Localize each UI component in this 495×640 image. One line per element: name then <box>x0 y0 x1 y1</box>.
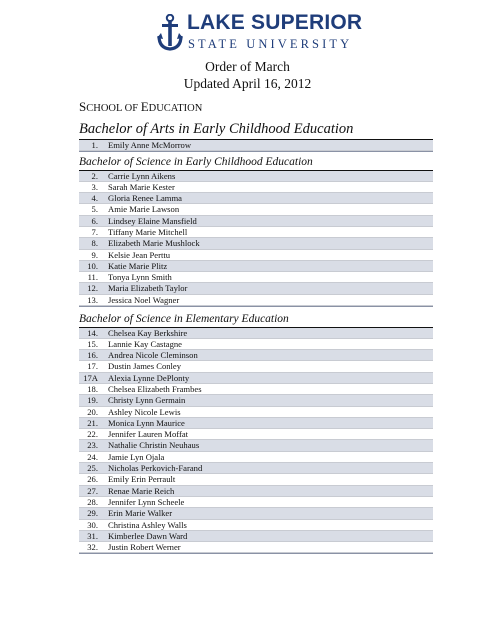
student-name: Chelsea Elizabeth Frambes <box>108 383 202 394</box>
order-number: 28. <box>87 496 98 507</box>
table-row <box>79 171 433 182</box>
student-name: Emily Anne McMorrow <box>108 139 192 150</box>
student-name: Lindsey Elaine Mansfield <box>108 215 197 226</box>
order-number: 31. <box>87 530 98 541</box>
student-name: Monica Lynn Maurice <box>108 417 185 428</box>
order-number: 19. <box>87 395 98 406</box>
table-row <box>79 193 433 204</box>
table-row <box>79 407 433 418</box>
student-name: Nathalie Christin Neuhaus <box>108 440 200 451</box>
table-row <box>79 227 433 238</box>
order-number: 13. <box>87 294 98 305</box>
logo-line2: STATE UNIVERSITY <box>188 37 353 51</box>
university-logo <box>157 11 363 54</box>
student-name: Nicholas Perkovich-Farand <box>108 463 203 474</box>
student-name: Andrea Nicole Cleminson <box>108 350 198 361</box>
program-title-bs-elementary: Bachelor of Science in Elementary Education <box>79 313 289 325</box>
table-row <box>79 452 433 463</box>
order-number: 25. <box>87 463 98 474</box>
program-title-ba-early-childhood: Bachelor of Arts in Early Childhood Education <box>79 121 354 137</box>
student-name: Gloria Renee Lamma <box>108 193 182 204</box>
table-row <box>79 238 433 249</box>
table-row <box>79 384 433 395</box>
student-name: Ashley Nicole Lewis <box>108 406 181 417</box>
table-row <box>79 418 433 429</box>
student-name: Jessica Noel Wagner <box>108 294 180 305</box>
student-list-ba-early-childhood <box>79 140 433 152</box>
school-heading: SCHOOL OF EDUCATION <box>79 99 203 114</box>
updated-date: Updated April 16, 2012 <box>183 76 312 91</box>
student-list-bs-early-childhood <box>79 171 433 308</box>
table-row <box>79 182 433 193</box>
order-number: 5. <box>91 204 98 215</box>
table-row <box>79 395 433 406</box>
table-row <box>79 272 433 283</box>
student-name: Renae Marie Reich <box>108 485 175 496</box>
order-number: 24. <box>87 451 98 462</box>
student-name: Kelsie Jean Perttu <box>108 249 171 260</box>
table-row <box>79 339 433 350</box>
student-name: Maria Elizabeth Taylor <box>108 283 188 294</box>
order-number: 27. <box>87 485 98 496</box>
student-name: Amie Marie Lawson <box>108 204 180 215</box>
order-number: 7. <box>91 226 98 237</box>
order-number: 17. <box>87 361 98 372</box>
student-name: Sarah Marie Kester <box>108 181 175 192</box>
table-row <box>79 520 433 531</box>
student-name: Jamie Lyn Ojala <box>108 451 165 462</box>
table-row <box>79 216 433 227</box>
order-number: 23. <box>87 440 98 451</box>
order-number: 21. <box>87 417 98 428</box>
order-number: 15. <box>87 338 98 349</box>
order-number: 9. <box>91 249 98 260</box>
order-number: 8. <box>91 238 98 249</box>
table-row <box>79 204 433 215</box>
order-number: 32. <box>87 542 98 553</box>
order-number: 1. <box>91 139 98 150</box>
table-row <box>79 140 433 151</box>
order-number: 12. <box>87 283 98 294</box>
order-number: 14. <box>87 327 98 338</box>
student-name: Dustin James Conley <box>108 361 182 372</box>
table-row <box>79 542 433 553</box>
student-name: Christy Lynn Germain <box>108 395 186 406</box>
order-number: 22. <box>87 429 98 440</box>
student-name: Tiffany Marie Mitchell <box>108 226 188 237</box>
program-title-bs-early-childhood: Bachelor of Science in Early Childhood Education <box>79 156 313 168</box>
order-number: 4. <box>91 193 98 204</box>
student-name: Jennifer Lynn Scheele <box>108 496 185 507</box>
table-row <box>79 295 433 306</box>
student-name: Elizabeth Marie Mushlock <box>108 238 200 249</box>
student-name: Emily Erin Perrault <box>108 474 176 485</box>
order-number: 3. <box>91 181 98 192</box>
table-row <box>79 531 433 542</box>
logo-line1: LAKE SUPERIOR <box>187 11 363 34</box>
order-number: 29. <box>87 508 98 519</box>
order-number: 10. <box>87 260 98 271</box>
order-number: 6. <box>91 215 98 226</box>
anchor-icon <box>157 14 183 52</box>
table-row <box>79 373 433 384</box>
order-number: 16. <box>87 350 98 361</box>
student-name: Lannie Kay Castagne <box>108 338 182 349</box>
table-row <box>79 429 433 440</box>
student-name: Justin Robert Werner <box>108 542 181 553</box>
document-title: Order of March <box>205 59 290 74</box>
student-name: Chelsea Kay Berkshire <box>108 327 188 338</box>
order-number: 11. <box>87 272 98 283</box>
table-row <box>79 350 433 361</box>
table-row <box>79 474 433 485</box>
table-row <box>79 497 433 508</box>
table-row <box>79 250 433 261</box>
student-name: Kimberlee Dawn Ward <box>108 530 188 541</box>
student-name: Tonya Lynn Smith <box>108 272 172 283</box>
order-number: 26. <box>87 474 98 485</box>
order-number: 20. <box>87 406 98 417</box>
table-row <box>79 261 433 272</box>
student-name: Jennifer Lauren Moffat <box>108 429 189 440</box>
student-name: Katie Marie Plitz <box>108 260 168 271</box>
student-name: Alexia Lynne DePlonty <box>108 372 190 383</box>
student-name: Christina Ashley Walls <box>108 519 187 530</box>
order-number: 2. <box>91 170 98 181</box>
order-number: 30. <box>87 519 98 530</box>
table-row <box>79 361 433 372</box>
table-row <box>79 283 433 294</box>
student-name: Erin Marie Walker <box>108 508 173 519</box>
order-number: 18. <box>87 383 98 394</box>
order-number: 17A <box>83 372 98 383</box>
table-row <box>79 440 433 451</box>
table-row <box>79 463 433 474</box>
table-row <box>79 508 433 519</box>
table-row <box>79 328 433 339</box>
student-name: Carrie Lynn Aikens <box>108 170 176 181</box>
table-row <box>79 486 433 497</box>
student-list-bs-elementary <box>79 328 433 555</box>
